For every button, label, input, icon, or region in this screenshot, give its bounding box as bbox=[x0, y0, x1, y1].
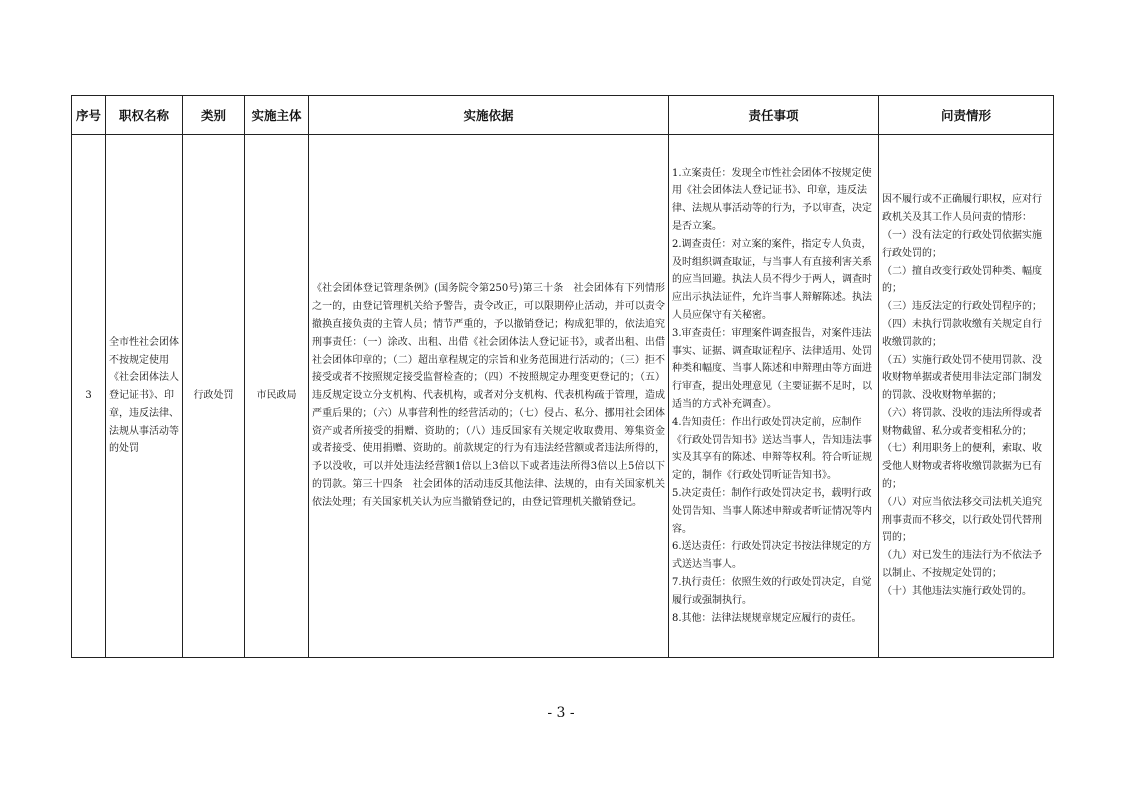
responsibility-item: 1.立案责任：发现全市性社会团体不按规定使用《社会团体法人登记证书》、印章，违反法律、法规从事活动等的行为，予以审查，决定是否立案。 bbox=[672, 167, 872, 233]
header-power-name: 职权名称 bbox=[106, 96, 183, 135]
responsibility-item: 3.审查责任：审理案件调查报告，对案件违法事实、证据、调查取证程序、法律适用、处罚种类和幅度、当事人陈述和申辩理由等方面进行审查，提出处理意见（主要证据不足时，以适当的方式补充调查）。 bbox=[672, 327, 872, 410]
accountability-item: （四）未执行罚款收缴有关规定自行收缴罚款的； bbox=[882, 318, 1042, 348]
responsibility-table bbox=[71, 95, 1054, 658]
accountability-item: （一）没有法定的行政处罚依据实施行政处罚的； bbox=[882, 229, 1042, 259]
cell-legal-basis: 《社会团体登记管理条例》(国务院令第250号)第三十条 社会团体有下列情形之一的，由登记管理机关给予警告，责令改正，可以限期停止活动，并可以责令撤换直接负责的主管人员；情节严重的，予以撤销登记；构成犯罪的，依法追究刑事责任：（一）涂改、出租、出借《社会团体法人登记证书》，或者出租、出借社会团体印章的；（二）超出章程规定的宗旨和业务范围进行活动的；（三）拒不接受或者不按照规定接受监督检查的；（四）不按照规定办理变更登记的；（五）违反规定设立分支机构、代表机构，或者对分支机构、代表机构疏于管理，造成严重后果的；（六）从事营利性的经营活动的；（七）侵占、私分、挪用社会团体资产或者所接受的捐赠、资助的；（八）违反国家有关规定收取费用、筹集资金或者接受、使用捐赠、资助的。前款规定的行为有违法经营额或者违法所得的，予以没收，可以并处违法经营额1倍以上3倍以下或者违法所得3倍以上5倍以下的罚款。第三十四条 社会团体的活动违反其他法律、法规的，由有关国家机关依法处理；有关国家机关认为应当撤销登记的，由登记管理机关撤销登记。 bbox=[309, 135, 669, 658]
accountability-item: （七）利用职务上的便利，索取、收受他人财物或者将收缴罚款据为已有的； bbox=[882, 443, 1042, 491]
responsibility-item: 4.告知责任：作出行政处罚决定前，应制作《行政处罚告知书》送达当事人，告知违法事实及其享有的陈述、申辩等权利。符合听证规定的，制作《行政处罚听证告知书》。 bbox=[672, 416, 872, 482]
header-category: 类别 bbox=[183, 96, 245, 135]
header-accountability: 问责情形 bbox=[879, 96, 1054, 135]
header-row bbox=[72, 96, 1054, 135]
cell-responsibilities bbox=[669, 135, 879, 658]
cell-accountability bbox=[879, 135, 1054, 658]
accountability-item: （五）实施行政处罚不使用罚款、没收财物单据或者使用非法定部门制发的罚款、没收财物单据的； bbox=[882, 354, 1042, 402]
accountability-item: （六）将罚款、没收的违法所得或者财物截留、私分或者变相私分的； bbox=[882, 407, 1042, 437]
cell-implementing-subject: 市民政局 bbox=[245, 135, 309, 658]
responsibility-item: 7.执行责任：依照生效的行政处罚决定，自觉履行或强制执行。 bbox=[672, 576, 872, 606]
accountability-item: （十）其他违法实施行政处罚的。 bbox=[882, 585, 1032, 597]
cell-power-name: 全市性社会团体不按规定使用《社会团体法人登记证书》、印章，违反法律、法规从事活动等的处罚 bbox=[106, 135, 183, 658]
accountability-item: （九）对已发生的违法行为不依法予以制止、不按规定处罚的； bbox=[882, 550, 1042, 580]
header-implementing-subject: 实施主体 bbox=[245, 96, 309, 135]
cell-category: 行政处罚 bbox=[183, 135, 245, 658]
cell-seq: 3 bbox=[72, 135, 106, 658]
responsibility-item: 2.调查责任：对立案的案件，指定专人负责，及时组织调查取证，与当事人有直接利害关系的应当回避。执法人员不得少于两人，调查时应出示执法证件，允许当事人辩解陈述。执法人员应保守有关秘密。 bbox=[672, 238, 872, 322]
accountability-item: 因不履行或不正确履行职权，应对行政机关及其工作人员问责的情形： bbox=[882, 194, 1042, 224]
accountability-item: （三）违反法定的行政处罚程序的； bbox=[882, 301, 1042, 313]
accountability-item: （二）擅自改变行政处罚种类、幅度的； bbox=[882, 265, 1042, 295]
header-legal-basis: 实施依据 bbox=[309, 96, 669, 135]
page-number: - 3 - bbox=[547, 705, 575, 721]
responsibility-item: 8.其他：法律法规规章规定应履行的责任。 bbox=[672, 612, 862, 624]
accountability-item: （八）对应当依法移交司法机关追究刑事责而不移交，以行政处罚代替刑罚的； bbox=[882, 496, 1042, 544]
responsibility-item: 6.送达责任：行政处罚决定书按法律规定的方式送达当事人。 bbox=[672, 541, 872, 571]
header-responsibilities: 责任事项 bbox=[669, 96, 879, 135]
header-seq: 序号 bbox=[72, 96, 106, 135]
responsibility-item: 5.决定责任：制作行政处罚决定书，载明行政处罚告知、当事人陈述申辩或者听证情况等内容。 bbox=[672, 487, 872, 535]
table-row bbox=[72, 135, 1054, 658]
